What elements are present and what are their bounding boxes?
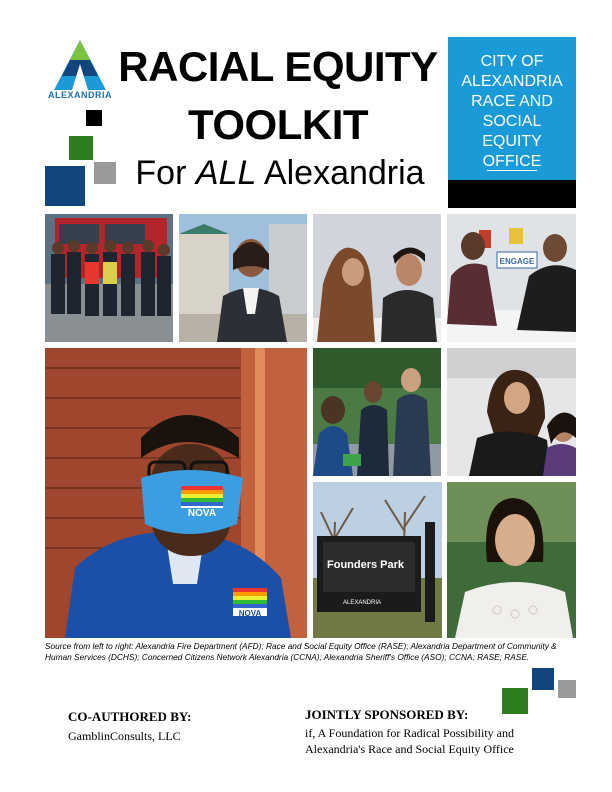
park-sign-text: Founders Park (327, 559, 405, 571)
decor-square-green (69, 136, 93, 160)
decor-square-gray (94, 162, 116, 184)
sponsored-line-2: Alexandria's Race and Social Equity Office (305, 742, 514, 756)
park-sign-subtext: ALEXANDRIA (343, 600, 382, 606)
photo-sheriff-office (313, 348, 441, 476)
logo-text: ALEXANDRIA (47, 90, 112, 100)
office-name: CITY OF ALEXANDRIA RACE AND SOCIAL EQUITY OFFICE (461, 53, 563, 170)
photo-ccna-event (447, 348, 576, 476)
office-rule (487, 170, 537, 171)
title-line-2: TOOLKIT (187, 101, 369, 148)
decor-square-navy (45, 166, 85, 206)
pin-text: NOVA (238, 609, 262, 618)
coauthored-body: GamblinConsults, LLC (68, 729, 181, 743)
photo-rase-woman (447, 482, 576, 638)
photo-caption: Source from left to right: Alexandria Fire Department (AFD); Race and Social Equity Office (RASE); Alexandria Department of Community & Human Services (DCHS); Concerned Citizens Network Alexandria (CCNA); Alexandria Sheriff's Office (ASO); CCNA; RASE; RASE. (45, 641, 557, 662)
coauthored-heading: CO-AUTHORED BY: (68, 709, 192, 724)
subtitle-suffix: Alexandria (256, 154, 425, 192)
mask-text: NOVA (187, 508, 217, 519)
photo-rase-staff (179, 214, 307, 342)
decor-square-navy-bottom (532, 668, 554, 690)
photo-founders-park (313, 482, 442, 638)
decor-square-black (86, 110, 102, 126)
office-black-bar (448, 180, 576, 208)
decor-square-gray-bottom (558, 680, 576, 698)
logo-mark-icon (46, 38, 114, 94)
photo-fire-department (45, 214, 173, 342)
decor-square-green-bottom (502, 688, 528, 714)
photo-dchs-meeting (313, 214, 441, 342)
subtitle-emphasis: ALL (195, 154, 257, 192)
sponsored-line-1: if, A Foundation for Radical Possibility and (305, 726, 514, 740)
photo-man-with-mask (45, 348, 307, 638)
subtitle-prefix: For (135, 154, 196, 192)
sponsored-heading: JOINTLY SPONSORED BY: (305, 707, 469, 722)
title-line-1: RACIAL EQUITY (118, 43, 438, 90)
engage-sign-text: ENGAGE (499, 257, 535, 266)
subtitle (115, 156, 445, 190)
photo-ccna-meeting (447, 214, 576, 342)
